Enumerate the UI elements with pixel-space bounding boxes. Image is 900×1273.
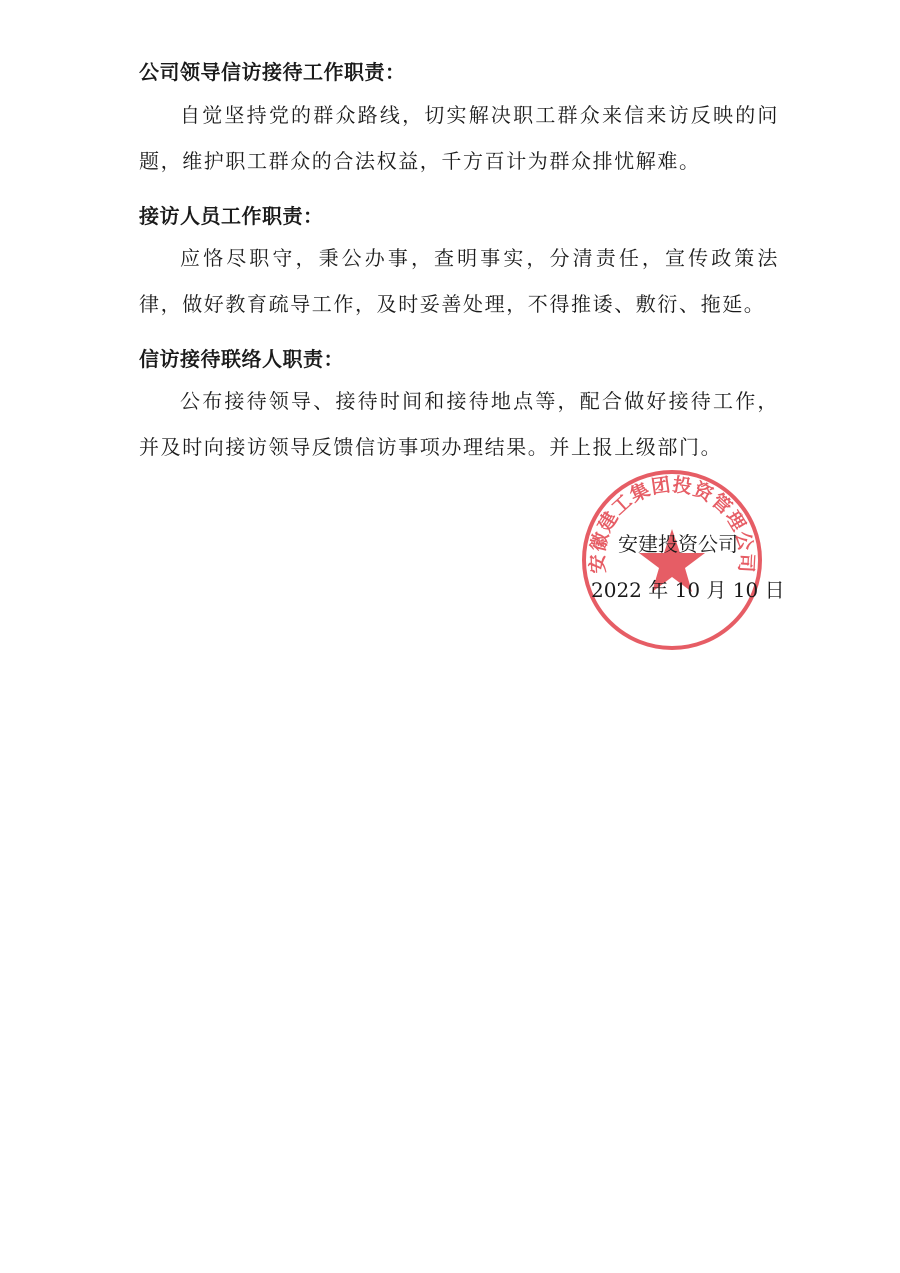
section-3-body: 公布接待领导、接待时间和接待地点等，配合做好接待工作，并及时向接访领导反馈信访事项办理结果。并上报上级部门。	[139, 389, 779, 459]
section-2-heading: 接访人员工作职责：	[139, 204, 324, 228]
section-1-body: 自觉坚持党的群众路线，切实解决职工群众来信来访反映的问题，维护职工群众的合法权益，千方百计为群众排忧解难。	[139, 103, 779, 173]
section-3-heading: 信访接待联络人职责：	[139, 347, 344, 371]
seal-text: 安徽建工集团投资管理公司	[586, 473, 758, 574]
signature-date: 2022 年 10 月 10 日	[591, 578, 785, 602]
signature-company: 安建投资公司	[618, 532, 738, 556]
section-2-body: 应恪尽职守，秉公办事，查明事实，分清责任，宣传政策法律，做好教育疏导工作，及时妥善处理，不得推诿、敷衍、拖延。	[139, 246, 779, 316]
section-1-heading: 公司领导信访接待工作职责：	[139, 60, 406, 84]
company-seal	[579, 467, 765, 653]
